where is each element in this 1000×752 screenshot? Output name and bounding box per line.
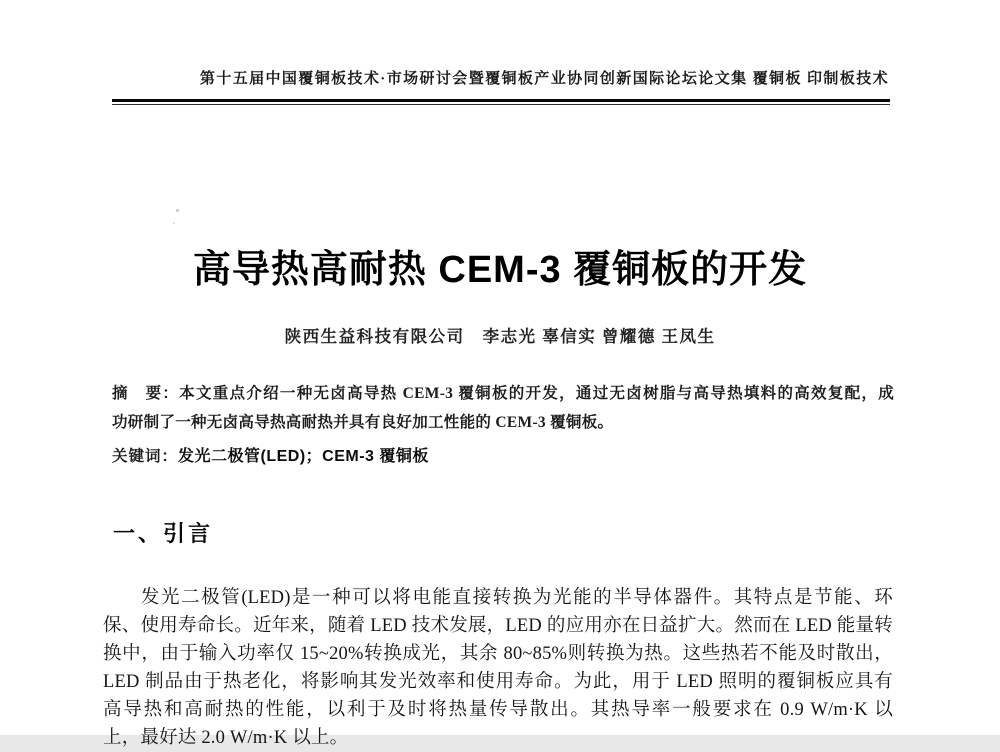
keywords-value: 发光二极管(LED)；CEM-3 覆铜板 xyxy=(178,448,429,465)
body-text-line: 高导热和高耐热的性能，以利于及时将热量传导散出。其热导率一般要求在 0.9 W/m·K 以 xyxy=(103,700,893,720)
scan-speck xyxy=(173,222,175,224)
keywords-label: 关键词： xyxy=(112,448,179,465)
journal-header: 第十五届中国覆铜板技术·市场研讨会暨覆铜板产业协同创新国际论坛论文集 覆铜板 印制板技术 xyxy=(199,71,889,87)
abstract-line: 功研制了一种无卤高导热高耐热并具有良好加工性能的 CEM-3 覆铜板。 xyxy=(112,414,614,431)
body-text-line: 上，最好达 2.0 W/m·K 以上。 xyxy=(103,728,349,748)
section-heading-introduction: 一、引言 xyxy=(113,521,214,546)
abstract-line: 摘 要：本文重点介绍一种无卤高导热 CEM-3 覆铜板的开发，通过无卤树脂与高导热填料的高效复配，成 xyxy=(112,385,894,402)
body-text-line: LED 制品由于热老化，将影响其发光效率和使用寿命。为此，用于 LED 照明的覆铜板应具有 xyxy=(103,672,893,692)
intro-paragraph xyxy=(103,584,893,752)
authors-line: 陕西生益科技有限公司 李志光 辜信实 曾耀德 王凤生 xyxy=(284,327,716,346)
scan-speck xyxy=(176,209,179,212)
paper-title: 高导热高耐热 CEM-3 覆铜板的开发 xyxy=(192,249,808,291)
body-text-line: 发光二极管(LED)是一种可以将电能直接转换为光能的半导体器件。其特点是节能、环 xyxy=(140,588,893,608)
body-text-line: 换中，由于输入功率仅 15~20%转换成光，其余 80~85%则转换为热。这些热若不能及时散出， xyxy=(103,644,893,664)
body-text-line: 保、使用寿命长。近年来，随着 LED 技术发展，LED 的应用亦在日益扩大。然而在 LED 能量转 xyxy=(103,616,893,636)
header-double-rule xyxy=(112,99,890,105)
abstract-paragraph xyxy=(112,379,894,437)
keywords-line xyxy=(112,443,894,466)
